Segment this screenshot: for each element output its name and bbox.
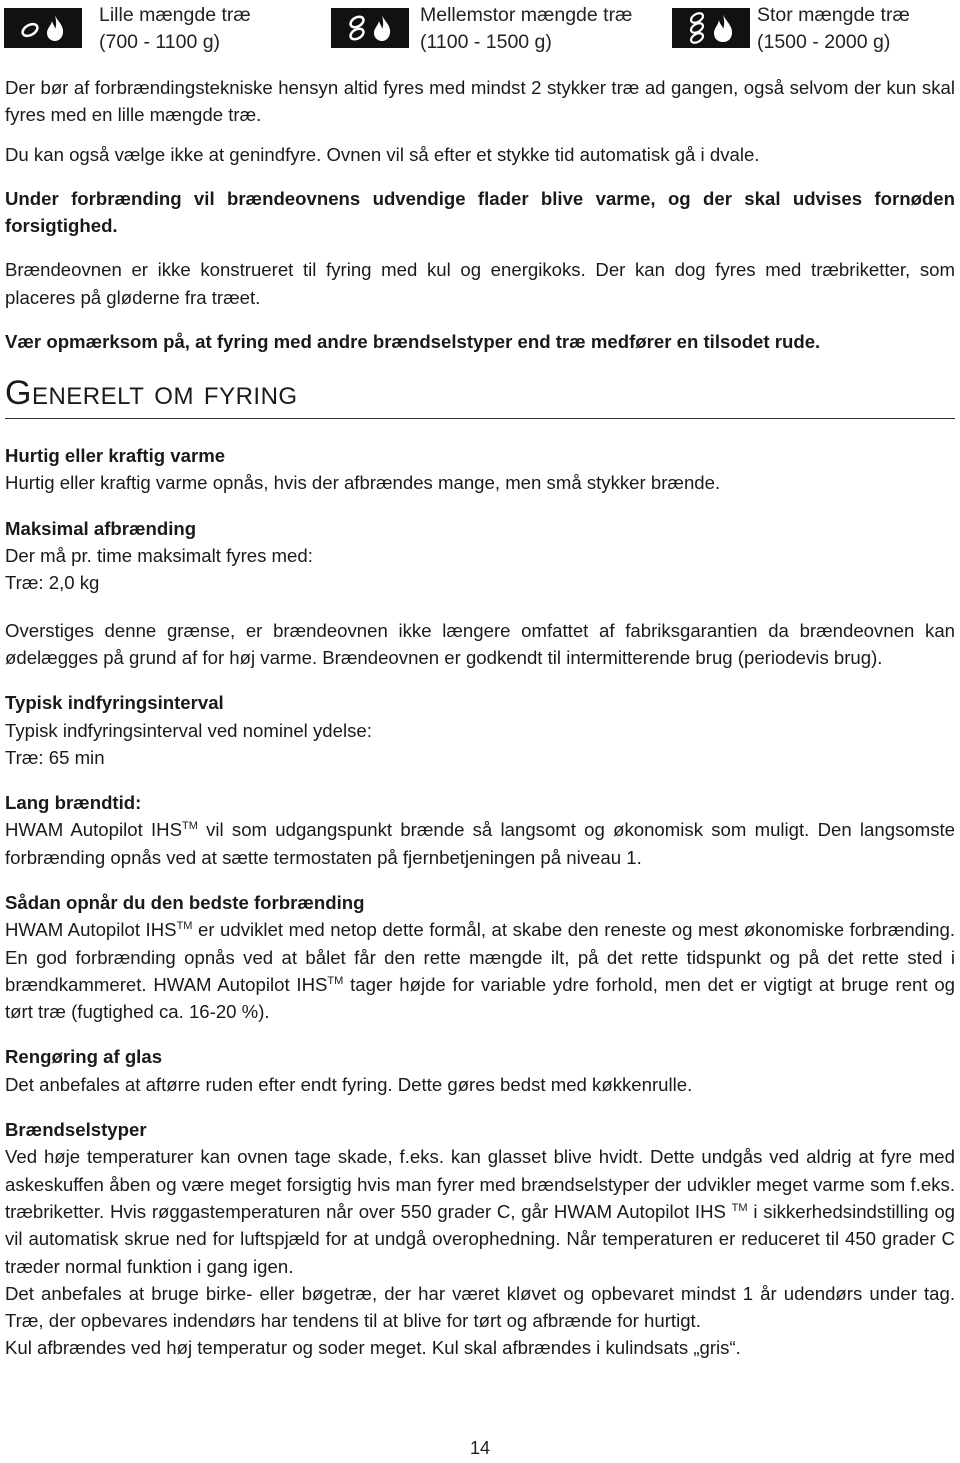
large-wood-flame-icon xyxy=(672,8,750,48)
legend-label: Stor mængde træ xyxy=(757,4,910,26)
page-number: 14 xyxy=(469,1438,491,1458)
subsection-text: Træ: 2,0 kg xyxy=(5,572,100,594)
text-run: tager højde for variable ydre forhold, men det er vigtigt at bruge rent og tørt træ (fugtighed ca. 16-20 %). xyxy=(5,973,955,1023)
section-rengoering xyxy=(5,1043,955,1098)
wood-amount-legend xyxy=(0,0,960,60)
text-run: Ved høje temperaturer kan ovnen tage skade, f.eks. kan glasset blive hvidt. Dette undgås ved aldrig at fyre med askeskuffen åben og være meget forsigtig hvis man fyrer med brændselstyper der udvikler meget varme som f.eks. træbriketter. Hvis røggastemperaturen når over 550 grader C, går HWAM Autopilot IHS xyxy=(5,1146,955,1222)
medium-wood-flame-icon xyxy=(331,8,409,48)
trademark-mark: TM xyxy=(176,920,193,933)
legend-label: Lille mængde træ xyxy=(99,4,251,26)
subsection-title: Sådan opnår du den bedste forbrænding xyxy=(5,892,365,913)
intro-paragraph: Der bør af forbrændingstekniske hensyn altid fyres med mindst 2 stykker træ ad gangen, også selvom der kun skal fyres med en lille mængde træ. xyxy=(5,77,955,126)
subsection-text: Det anbefales at bruge birke- eller bøgetræ, der har været kløvet og opbevaret mindst 1 år udendørs under tag. Træ, der opbevares indendørs har tendens til at blive for tørt og afbrænde for hurtigt. xyxy=(5,1282,955,1332)
subsection-text: Det anbefales at aftørre ruden efter endt fyring. Dette gøres bedst med køkkenrulle. xyxy=(5,1073,693,1095)
trademark-mark: TM xyxy=(327,974,344,987)
intro-paragraph: Brændeovnen er ikke konstrueret til fyring med kul og energikoks. Der kan dog fyres med træbriketter, som placeres på gløderne fra træet. xyxy=(5,259,955,308)
subsection-title: Hurtig eller kraftig varme xyxy=(5,445,226,467)
section-hurtig xyxy=(5,442,955,497)
subsection-text xyxy=(5,1143,955,1279)
trademark-mark: TM xyxy=(181,820,198,833)
section-title: Generelt om fyring xyxy=(5,371,955,419)
subsection-text xyxy=(5,816,955,871)
legend-range: (1500 - 2000 g) xyxy=(757,31,891,53)
subsection-title: Rengøring af glas xyxy=(5,1046,163,1068)
section-lang xyxy=(5,789,955,871)
text-run: HWAM Autopilot IHS xyxy=(5,819,182,841)
section-maksimal xyxy=(5,515,955,671)
subsection-title: Typisk indfyringsinterval xyxy=(5,692,224,714)
legend-label: Mellemstor mængde træ xyxy=(420,4,633,26)
subsection-title: Brændselstyper xyxy=(5,1119,147,1141)
subsection-text: Hurtig eller kraftig varme opnås, hvis der afbrændes mange, men små stykker brænde. xyxy=(5,472,721,494)
small-wood-flame-icon xyxy=(4,8,82,48)
subsection-title: Lang brændtid: xyxy=(5,792,142,814)
section-typisk xyxy=(5,689,955,771)
warning-paragraph: Under forbrænding vil brændeovnens udvendige flader blive varme, og der skal udvises fornøden forsigtighed. xyxy=(5,187,955,237)
legend-range: (700 - 1100 g) xyxy=(99,31,221,53)
page-content xyxy=(5,74,955,1362)
subsection-title: Maksimal afbrænding xyxy=(5,517,197,539)
subsection-text: Overstiges denne grænse, er brændeovnen ikke længere omfattet af fabriksgarantien da brændeovnen kan ødelægges på grund af for høj varme. Brændeovnen er godkendt til intermitterende brug (periodevis brug). xyxy=(5,619,955,668)
subsection-text: Der må pr. time maksimalt fyres med: xyxy=(5,545,313,567)
text-run: HWAM Autopilot IHS xyxy=(5,919,177,941)
section-braendsel xyxy=(5,1116,955,1362)
legend-range: (1100 - 1500 g) xyxy=(420,31,552,53)
subsection-text: Typisk indfyringsinterval ved nominel ydelse: xyxy=(5,719,372,741)
subsection-text xyxy=(5,916,955,1025)
text-run: vil som udgangspunkt brænde så langsomt og økonomisk som muligt. Den langsomste forbrænding opnås ved at sætte termostaten på fjernbetjeningen på niveau 1. xyxy=(5,819,956,868)
warning-paragraph: Vær opmærksom på, at fyring med andre brændselstyper end træ medfører en tilsodet rude. xyxy=(5,331,821,353)
trademark-mark: TM xyxy=(731,1201,748,1214)
text-run: er udviklet med netop dette formål, at skabe den reneste og mest økonomiske forbrænding. En god forbrænding opnås ved at bålet får den rette mængde ilt, på det rette tidspunkt og på det rette sted i brændkammeret. HWAM Autopilot IHS xyxy=(5,919,956,995)
legend-text-small xyxy=(99,2,251,56)
text-run: i sikkerhedsindstilling og vil automatisk skrue ned for luftspjæld for at undgå overophedning. Når temperaturen er reduceret til 450 grader C træder normal funktion i gang igen. xyxy=(5,1200,955,1277)
intro-paragraph: Du kan også vælge ikke at genindfyre. Ovnen vil så efter et stykke tid automatisk gå i dvale. xyxy=(5,143,760,165)
legend-text-medium xyxy=(420,2,632,56)
subsection-text: Kul afbrændes ved høj temperatur og soder meget. Kul skal afbrændes i kulindsats „gris“. xyxy=(5,1337,741,1359)
subsection-text: Træ: 65 min xyxy=(5,746,105,768)
legend-text-large xyxy=(757,2,910,56)
section-saadan xyxy=(5,889,955,1025)
